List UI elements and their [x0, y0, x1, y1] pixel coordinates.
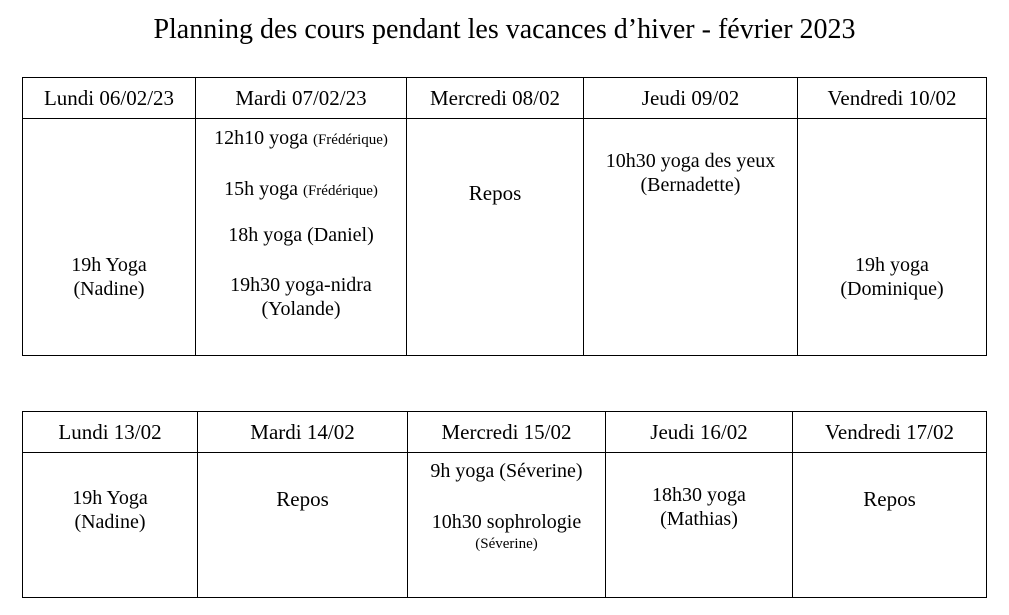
day-cell-friday	[793, 453, 987, 598]
schedule-table-week-2	[22, 411, 987, 598]
day-header-wednesday: Mercredi 15/02	[408, 412, 606, 453]
class-label: 19h Yoga	[71, 254, 147, 276]
schedule-row	[23, 119, 987, 356]
day-header-tuesday: Mardi 14/02	[198, 412, 408, 453]
teacher-label: (Séverine)	[475, 536, 538, 552]
day-header-monday: Lundi 13/02	[23, 412, 198, 453]
page-title: Planning des cours pendant les vacances d’hiver - février 2023	[153, 14, 856, 45]
schedule-table-week-1	[22, 77, 987, 356]
class-label: 19h30 yoga-nidra	[230, 274, 372, 296]
day-header-tuesday: Mardi 07/02/23	[196, 78, 407, 119]
teacher-label: (Mathias)	[660, 508, 738, 530]
day-header-friday: Vendredi 17/02	[793, 412, 987, 453]
teacher-label: (Dominique)	[840, 278, 944, 300]
class-entry	[606, 483, 792, 531]
day-cell-tuesday	[196, 119, 407, 356]
teacher-label: (Frédérique)	[302, 183, 378, 199]
class-entry	[408, 510, 605, 554]
class-entry	[23, 253, 195, 301]
class-label: 10h30 yoga des yeux	[605, 150, 776, 172]
day-cell-wednesday	[408, 453, 606, 598]
teacher-label: (Nadine)	[73, 278, 145, 300]
rest-label: Repos	[276, 487, 329, 511]
day-header-monday: Lundi 06/02/23	[23, 78, 196, 119]
header-row	[23, 412, 987, 453]
class-label: 9h yoga (Séverine)	[430, 460, 583, 482]
class-label: 10h30 sophrologie	[431, 511, 582, 533]
class-entry	[584, 149, 797, 197]
day-header-thursday: Jeudi 16/02	[606, 412, 793, 453]
class-label: 18h yoga (Daniel)	[228, 224, 374, 246]
teacher-label: (Frédérique)	[312, 132, 388, 148]
teacher-label: (Bernadette)	[640, 174, 741, 196]
teacher-label: (Nadine)	[74, 511, 146, 533]
class-label: 12h10 yoga	[214, 127, 308, 149]
day-header-friday: Vendredi 10/02	[798, 78, 987, 119]
class-entry	[196, 126, 406, 152]
class-label: 19h yoga	[855, 254, 929, 276]
schedule-row	[23, 453, 987, 598]
class-entry	[798, 253, 986, 301]
rest-label: Repos	[863, 487, 916, 511]
class-entry	[408, 459, 605, 483]
day-cell-friday	[798, 119, 987, 356]
class-entry	[196, 273, 406, 321]
day-cell-thursday	[584, 119, 798, 356]
class-entry	[196, 223, 406, 247]
day-cell-thursday	[606, 453, 793, 598]
day-header-wednesday: Mercredi 08/02	[407, 78, 584, 119]
header-row	[23, 78, 987, 119]
day-header-thursday: Jeudi 09/02	[584, 78, 798, 119]
day-cell-monday	[23, 453, 198, 598]
class-entry	[23, 486, 197, 534]
rest-label: Repos	[468, 181, 522, 205]
day-cell-tuesday	[198, 453, 408, 598]
class-label: 18h30 yoga	[652, 484, 746, 506]
day-cell-monday	[23, 119, 196, 356]
class-label: 19h Yoga	[72, 487, 148, 509]
class-label: 15h yoga	[224, 178, 298, 200]
day-cell-wednesday	[407, 119, 584, 356]
teacher-label: (Yolande)	[261, 298, 341, 320]
class-entry	[196, 177, 406, 203]
